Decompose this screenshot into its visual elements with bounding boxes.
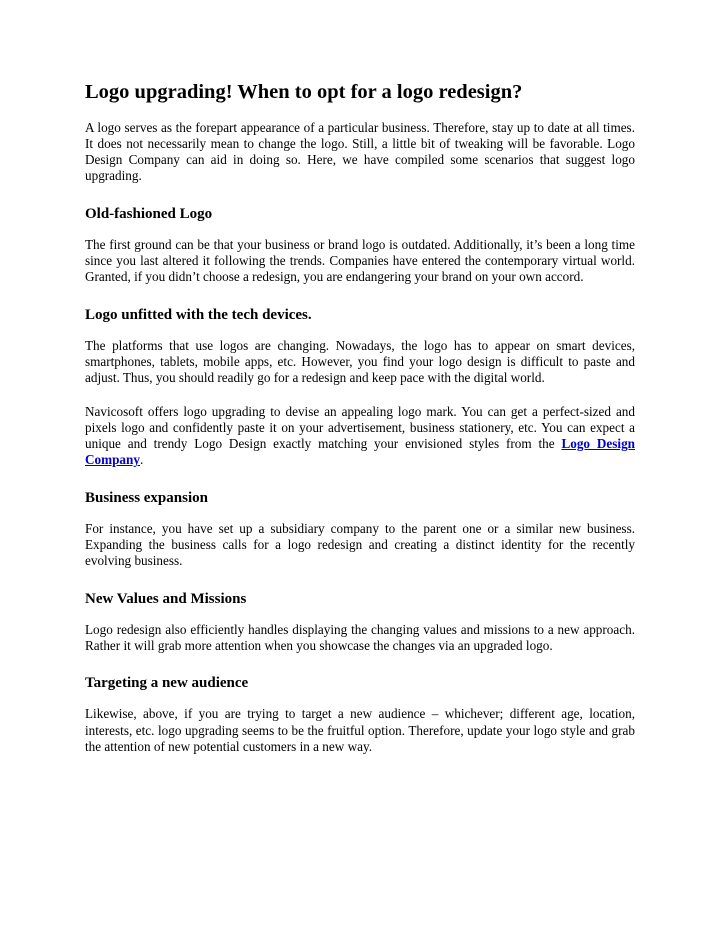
section-heading-tech-devices: Logo unfitted with the tech devices.	[85, 306, 312, 323]
document-page	[85, 80, 635, 772]
section-paragraph-new-values: Logo redesign also efficiently handles displaying the changing values and missions to a new approach. Rather it will grab more attention when you showcase the changes via an upgraded logo.	[85, 621, 635, 653]
document-title: Logo upgrading! When to opt for a logo redesign?	[85, 81, 523, 103]
link-paragraph-after: .	[139, 452, 144, 468]
section-heading-new-audience: Targeting a new audience	[85, 675, 249, 692]
section-paragraph-tech-devices: The platforms that use logos are changing. Nowadays, the logo has to appear on smart devices, smartphones, tablets, mobile apps, etc. However, you find your logo design is difficult to paste and adjust. Thus, you should readily go for a redesign and keep pace with the digital world.	[85, 337, 635, 386]
section-heading-business-expansion: Business expansion	[85, 489, 208, 506]
section-paragraph-new-audience: Likewise, above, if you are trying to target a new audience – whichever; different age, location, interests, etc. logo upgrading seems to be the fruitful option. Therefore, update your logo style and grab the attention of new potential customers in a new way.	[85, 706, 635, 754]
link-paragraph-before: Navicosoft offers logo upgrading to devise an appealing logo mark. You can get a perfect-sized and pixels logo and confidently paste it on your advertisement, business stationery, etc. You can expect a unique and trendy Logo Design exactly matching your envisioned styles from the	[85, 403, 635, 452]
section-paragraph-business-expansion: For instance, you have set up a subsidiary company to the parent one or a similar new business. Expanding the business calls for a logo redesign and creating a distinct identity for the recently evolving business.	[85, 520, 635, 569]
section-paragraph-navicosoft	[85, 404, 635, 469]
section-heading-new-values: New Values and Missions	[85, 590, 247, 607]
section-paragraph-old-fashioned: The first ground can be that your business or brand logo is outdated. Additionally, it’s been a long time since you last altered it following the trends. Companies have entered the contemporary virtual world. Granted, if you didn’t choose a redesign, you are endangering your brand on your own accord.	[85, 236, 635, 285]
section-heading-old-fashioned: Old-fashioned Logo	[85, 205, 213, 222]
intro-paragraph: A logo serves as the forepart appearance of a particular business. Therefore, stay up to date at all times. It does not necessarily mean to change the logo. Still, a little bit of tweaking will be favorable. Logo Design Company can aid in doing so. Here, we have compiled some scenarios that suggest logo upgrading.	[85, 119, 635, 184]
logo-design-company-link[interactable]: Logo Design Company	[85, 436, 635, 468]
